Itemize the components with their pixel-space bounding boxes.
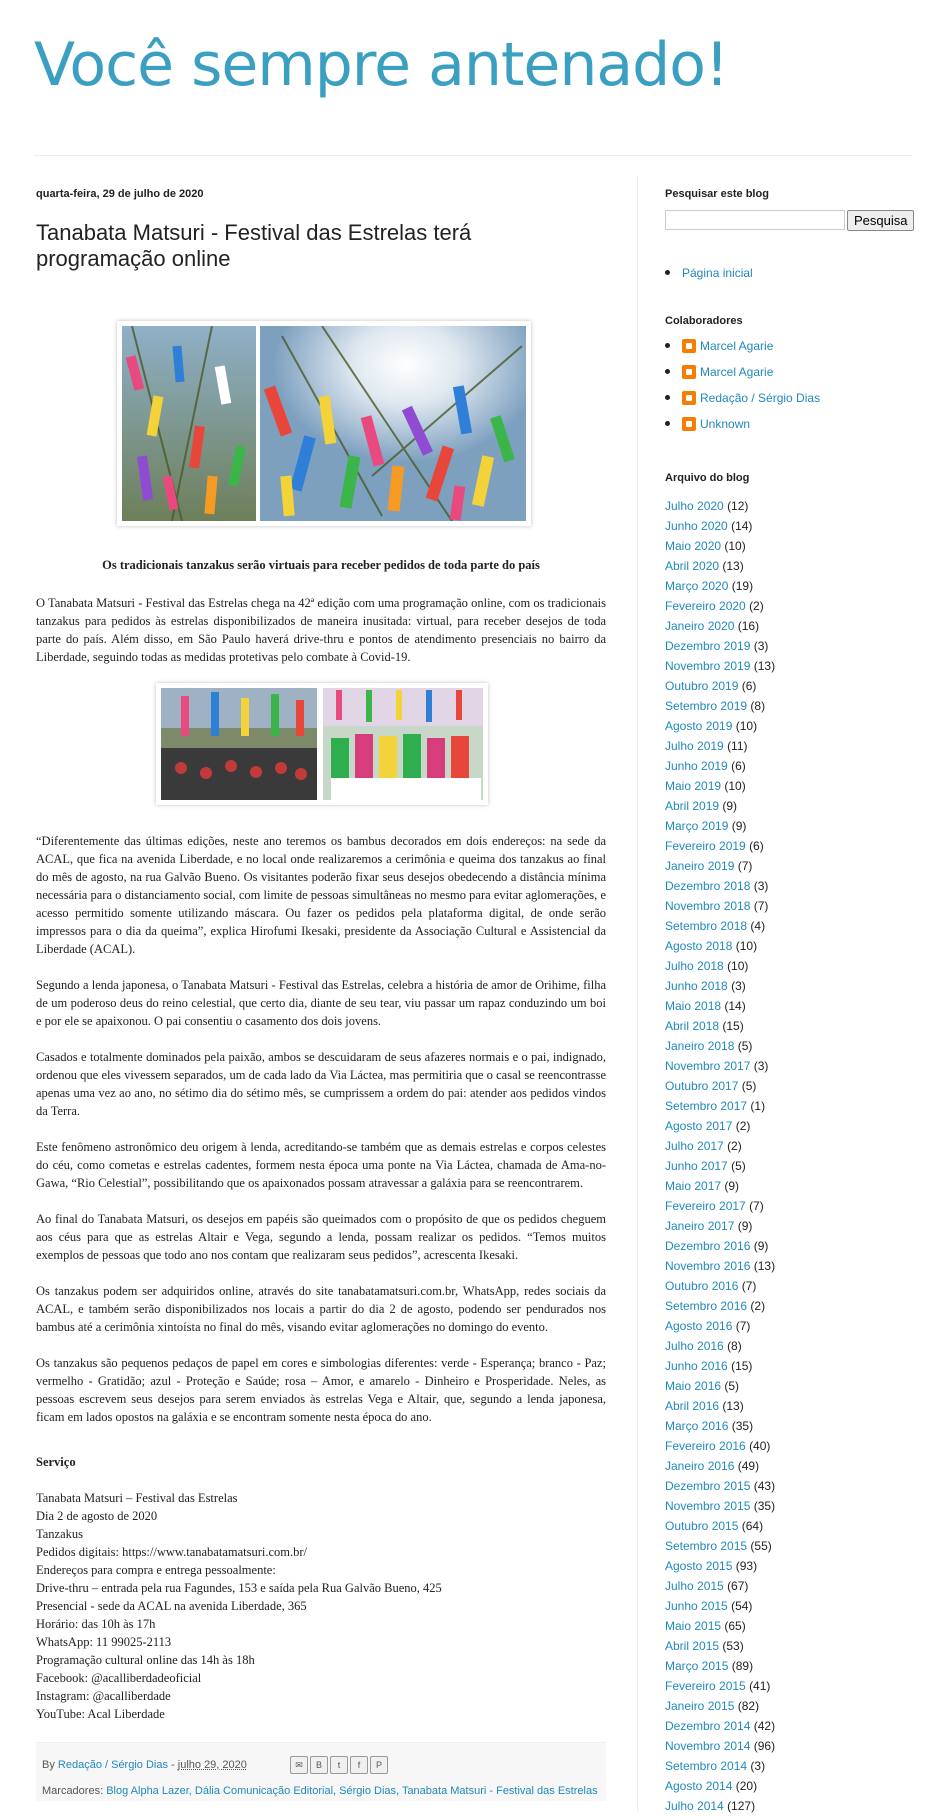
contributor-item[interactable] (665, 411, 820, 437)
archive-item[interactable] (665, 776, 775, 796)
header-divider (34, 155, 912, 156)
archive-item[interactable] (665, 1596, 775, 1616)
post-header (36, 180, 606, 272)
archive-month-link[interactable]: Setembro 2015 (665, 1539, 748, 1553)
archive-count: (13) (722, 1399, 744, 1413)
archive-month-link[interactable]: Fevereiro 2017 (665, 1199, 746, 1213)
archive-month-link[interactable]: Julho 2020 (665, 499, 724, 513)
archive-item[interactable] (665, 1576, 775, 1596)
service-line: Presencial - sede da ACAL na avenida Liberdade, 365 (36, 1599, 307, 1613)
archive-count: (11) (727, 739, 748, 753)
archive-month-link[interactable]: Outubro 2016 (665, 1279, 739, 1293)
archive-month-link[interactable]: Novembro 2014 (665, 1739, 751, 1753)
service-line: Drive-thru – entrada pela rua Fagundes, 153 e saída pela Rua Galvão Bueno, 425 (36, 1581, 442, 1595)
service-line: Tanabata Matsuri – Festival das Estrelas (36, 1491, 238, 1505)
archive-count: (41) (749, 1679, 771, 1693)
archive-month-link[interactable]: Dezembro 2015 (665, 1479, 751, 1493)
blogger-icon (682, 365, 696, 379)
post-image-tanzakus[interactable] (117, 321, 531, 526)
archive-item[interactable] (665, 1336, 775, 1356)
byline-separator: - (171, 1759, 175, 1771)
service-line: YouTube: Acal Liberdade (36, 1707, 165, 1721)
paragraph: Os tanzakus podem ser adquiridos online, através do site tanabatamatsuri.com.br, WhatsApp, redes sociais da ACAL, e também serão disponibilizados nos locais a partir do dia 2 de agosto, podendo ser pendurados nos bambus até a cerimônia xintoísta no final do mês, visando evitar aglomerações no domingo do evento. (36, 1284, 606, 1334)
archive-count: (9) (753, 1239, 769, 1253)
archive-item[interactable] (665, 1796, 775, 1816)
service-line: Facebook: @acalliberdadeoficial (36, 1671, 202, 1685)
archive-item[interactable] (665, 576, 775, 596)
archive-month-link[interactable]: Setembro 2014 (665, 1759, 748, 1773)
archive-item[interactable] (665, 1216, 775, 1236)
archive-count: (35) (753, 1499, 776, 1513)
archive-count: (13) (722, 559, 744, 573)
archive-count: (8) (750, 699, 766, 713)
archive-month-link[interactable]: Maio 2020 (665, 539, 722, 553)
archive-month-link[interactable]: Novembro 2017 (665, 1059, 751, 1073)
contributor-link[interactable]: Unknown (700, 417, 751, 431)
archive-month-link[interactable]: Agosto 2016 (665, 1319, 733, 1333)
twitter-share-icon[interactable]: t (330, 1756, 348, 1774)
blogger-icon (682, 391, 696, 405)
archive-item[interactable] (665, 1256, 775, 1276)
archive-item[interactable] (665, 1716, 775, 1736)
archive-count: (93) (735, 1559, 758, 1573)
archive-month-link[interactable]: Setembro 2018 (665, 919, 748, 933)
post-paragraph-intro (36, 594, 606, 684)
contributors-title: Colaboradores (665, 315, 743, 327)
archive-count: (5) (737, 1039, 753, 1053)
archive-month-link[interactable]: Julho 2018 (665, 959, 724, 973)
archive-item[interactable] (665, 896, 775, 916)
archive-item[interactable] (665, 676, 775, 696)
archive-item[interactable] (665, 756, 775, 776)
archive-month-link[interactable]: Janeiro 2015 (665, 1699, 735, 1713)
archive-count: (19) (731, 579, 754, 593)
archive-month-link[interactable]: Dezembro 2016 (665, 1239, 751, 1253)
pages-widget (665, 266, 753, 280)
archive-count: (3) (753, 879, 769, 893)
bullet-icon (665, 421, 670, 426)
contributor-item[interactable] (665, 385, 820, 411)
archive-count: (9) (724, 1179, 740, 1193)
archive-month-link[interactable]: Julho 2017 (665, 1139, 724, 1153)
search-widget-title: Pesquisar este blog (665, 188, 769, 200)
archive-count: (20) (735, 1779, 758, 1793)
bullet-icon (665, 369, 670, 374)
archive-item[interactable] (665, 1276, 775, 1296)
archive-item[interactable] (665, 1036, 775, 1056)
archive-month-link[interactable]: Janeiro 2016 (665, 1459, 735, 1473)
archive-item[interactable] (665, 516, 775, 536)
archive-month-link[interactable]: Setembro 2017 (665, 1099, 748, 1113)
email-share-icon[interactable]: ✉ (290, 1756, 308, 1774)
archive-count: (64) (741, 1519, 764, 1533)
archive-month-link[interactable]: Junho 2016 (665, 1359, 728, 1373)
service-line: Horário: das 10h às 17h (36, 1617, 156, 1631)
archive-item[interactable] (665, 996, 775, 1016)
paragraph: O Tanabata Matsuri - Festival das Estrelas chega na 42ª edição com uma programação online, com os tradicionais tanzakus para pedidos às estrelas disponibilizados de maneira inusitada: virtual, para receber desejos de toda parte do país. Além disso, em São Paulo haverá drive-thru e pontos de atendimento presenciais no bairro da Liberdade, seguindo todas as medidas protetivas pelo combate à Covid-19. (36, 596, 606, 664)
service-line: Programação cultural online das 14h às 18h (36, 1653, 255, 1667)
service-line: WhatsApp: 11 99025-2113 (36, 1635, 172, 1649)
archive-item[interactable] (665, 736, 775, 756)
archive-count: (42) (753, 1719, 776, 1733)
archive-item[interactable] (665, 1356, 775, 1376)
service-line: Instagram: @acalliberdade (36, 1689, 171, 1703)
archive-month-link[interactable]: Dezembro 2019 (665, 639, 751, 653)
archive-item[interactable] (665, 936, 775, 956)
blog-title[interactable]: Você sempre antenado! (34, 30, 728, 100)
archive-count: (2) (735, 1119, 751, 1133)
archive-item[interactable] (665, 1656, 775, 1676)
column-divider (637, 176, 638, 1812)
archive-item[interactable] (665, 1396, 775, 1416)
post-timestamp[interactable]: julho 29, 2020 (177, 1759, 247, 1771)
archive-count: (2) (749, 599, 764, 613)
archive-month-link[interactable]: Março 2016 (665, 1419, 729, 1433)
archive-count: (54) (731, 1599, 753, 1613)
archive-item[interactable] (665, 1516, 775, 1536)
archive-item[interactable] (665, 1236, 775, 1256)
contributors-widget (665, 315, 820, 437)
contributor-item[interactable] (665, 333, 820, 359)
archive-item[interactable] (665, 1476, 775, 1496)
archive-count: (127) (727, 1799, 756, 1813)
archive-count: (9) (737, 1219, 753, 1233)
archive-month-link[interactable]: Abril 2016 (665, 1399, 720, 1413)
archive-item[interactable] (665, 1736, 775, 1756)
archive-month-link[interactable]: Janeiro 2020 (665, 619, 735, 633)
blogthis-share-icon[interactable]: B (310, 1756, 328, 1774)
archive-count: (16) (737, 619, 760, 633)
archive-item[interactable] (665, 836, 775, 856)
archive-count: (9) (731, 819, 747, 833)
archive-month-link[interactable]: Junho 2020 (665, 519, 728, 533)
bullet-icon (665, 343, 670, 348)
archive-count: (3) (753, 1059, 769, 1073)
service-title: Serviço (36, 1455, 76, 1469)
archive-month-link[interactable]: Junho 2019 (665, 759, 728, 773)
archive-month-link[interactable]: Abril 2019 (665, 799, 720, 813)
archive-item[interactable] (665, 1176, 775, 1196)
archive-count: (96) (753, 1739, 776, 1753)
archive-item[interactable] (665, 1696, 775, 1716)
archive-month-link[interactable]: Outubro 2019 (665, 679, 739, 693)
archive-count: (3) (750, 1759, 766, 1773)
search-button[interactable]: Pesquisa (847, 210, 914, 231)
post-byline (42, 1759, 247, 1771)
archive-count: (82) (737, 1699, 760, 1713)
archive-item[interactable] (665, 1136, 775, 1156)
home-link[interactable]: Página inicial (682, 266, 753, 280)
archive-month-link[interactable]: Janeiro 2018 (665, 1039, 735, 1053)
archive-item[interactable] (665, 1316, 775, 1336)
archive-count: (67) (727, 1579, 749, 1593)
archive-month-link[interactable]: Fevereiro 2019 (665, 839, 746, 853)
archive-count: (10) (727, 959, 749, 973)
archive-count: (2) (727, 1139, 742, 1153)
archive-item[interactable] (665, 1096, 775, 1116)
archive-month-link[interactable]: Abril 2018 (665, 1019, 720, 1033)
archive-count: (5) (724, 1379, 740, 1393)
archive-month-link[interactable]: Agosto 2014 (665, 1779, 733, 1793)
archive-count: (1) (750, 1099, 766, 1113)
archive-item[interactable] (665, 1056, 775, 1076)
pinterest-share-icon[interactable]: P (370, 1756, 388, 1774)
archive-count: (6) (749, 839, 764, 853)
archive-count: (40) (749, 1439, 771, 1453)
image-caption: Os tradicionais tanzakus serão virtuais para receber pedidos de toda parte do país (102, 558, 540, 572)
archive-month-link[interactable]: Janeiro 2019 (665, 859, 735, 873)
archive-month-link[interactable]: Agosto 2017 (665, 1119, 733, 1133)
archive-month-link[interactable]: Fevereiro 2016 (665, 1439, 746, 1453)
archive-item[interactable] (665, 1776, 775, 1796)
archive-count: (5) (741, 1079, 757, 1093)
archive-month-link[interactable]: Fevereiro 2015 (665, 1679, 746, 1693)
archive-month-link[interactable]: Novembro 2015 (665, 1499, 751, 1513)
archive-month-link[interactable]: Março 2019 (665, 819, 729, 833)
archive-month-link[interactable]: Janeiro 2017 (665, 1219, 735, 1233)
archive-item[interactable] (665, 1076, 775, 1096)
archive-month-link[interactable]: Dezembro 2018 (665, 879, 751, 893)
post-labels (42, 1785, 598, 1797)
archive-count: (10) (724, 539, 746, 553)
archive-item[interactable] (665, 916, 775, 936)
archive-item[interactable] (665, 496, 775, 516)
bullet-icon (665, 395, 670, 400)
archive-item[interactable] (665, 636, 775, 656)
archive-item[interactable] (665, 1756, 775, 1776)
archive-month-link[interactable]: Julho 2019 (665, 739, 724, 753)
archive-month-link[interactable]: Outubro 2017 (665, 1079, 739, 1093)
paragraph: Casados e totalmente dominados pela paixão, ambos se descuidaram de seus afazeres normais e o pai, indignado, ordenou que eles vivessem separados, um de cada lado da Via Láctea, mas permitiria que o casal se reencontrasse apenas uma vez ao ano, no sétimo dia do sétimo mês, se cumprissem a ordem do pai: atender aos pedidos vindos da Terra. (36, 1050, 606, 1118)
archive-count: (5) (731, 1159, 746, 1173)
service-line: Dia 2 de agosto de 2020 (36, 1509, 158, 1523)
archive-item[interactable] (665, 1556, 775, 1576)
archive-item[interactable] (665, 856, 775, 876)
archive-count: (7) (749, 1199, 764, 1213)
blog-header (0, 0, 932, 158)
archive-month-link[interactable]: Julho 2016 (665, 1339, 724, 1353)
archive-month-link[interactable]: Novembro 2016 (665, 1259, 751, 1273)
archive-item[interactable] (665, 1636, 775, 1656)
archive-count: (10) (735, 939, 758, 953)
archive-item[interactable] (665, 1196, 775, 1216)
archive-item[interactable] (665, 1676, 775, 1696)
archive-count: (65) (724, 1619, 746, 1633)
archive-count: (13) (753, 1259, 776, 1273)
archive-count: (55) (750, 1539, 772, 1553)
archive-month-link[interactable]: Setembro 2016 (665, 1299, 748, 1313)
post-footer (36, 1742, 606, 1801)
archive-month-link[interactable]: Junho 2017 (665, 1159, 728, 1173)
archive-widget (665, 472, 776, 1813)
paragraph: “Diferentemente das últimas edições, neste ano teremos os bambus decorados em dois endereços: na sede da ACAL, que fica na avenida Liberdade, e no local onde realizaremos a cerimônia e queima dos tanzakus ao final do mês de agosto, na rua Galvão Bueno. Os visitantes poderão fixar seus desejos obedecendo a distância mínima necessária para o distanciamento social, com limite de pessoas simultâneas no mesmo para evitar aglomerações, e acesso permitido somente utilizando máscara. Ou fazer os pedidos pela plataforma digital, de onde serão impressos para o dia da queima”, explica Hirofumi Ikesaki, presidente da Associação Cultural e Assistencial da Liberdade (ACAL). (36, 834, 606, 956)
archive-month-link[interactable]: Novembro 2019 (665, 659, 751, 673)
archive-item[interactable] (665, 1456, 775, 1476)
archive-count: (4) (750, 919, 766, 933)
archive-count: (14) (731, 519, 753, 533)
archive-item[interactable] (665, 1016, 775, 1036)
post-title[interactable]: Tanabata Matsuri - Festival das Estrelas terá programação online (36, 220, 472, 271)
archive-month-link[interactable]: Agosto 2015 (665, 1559, 733, 1573)
archive-count: (3) (731, 979, 746, 993)
tanzakus-photo (122, 326, 526, 521)
archive-count: (15) (731, 1359, 753, 1373)
archive-count: (89) (731, 1659, 754, 1673)
facebook-share-icon[interactable]: f (350, 1756, 368, 1774)
archive-month-link[interactable]: Julho 2014 (665, 1799, 724, 1813)
paragraph: Os tanzakus são pequenos pedaços de papel em cores e simbologias diferentes: verde - Esperança; branco - Paz; vermelho - Gratidão; azul - Proteção e Saúde; rosa – Amor, e amarelo - Dinheiro e Prosperidade. Neles, as pessoas escrevem seus desejos para serem enviados às estrelas Vega e Altair, que, segundo a lenda japonesa, ficam em lados opostos na galáxia e se encontram somente nesta época do ano. (36, 1356, 606, 1424)
archive-month-link[interactable]: Março 2015 (665, 1659, 729, 1673)
share-buttons (290, 1756, 388, 1774)
archive-count: (10) (724, 779, 746, 793)
contributor-link[interactable]: Marcel Agarie (700, 339, 774, 353)
archive-count: (49) (737, 1459, 760, 1473)
archive-month-link[interactable]: Junho 2018 (665, 979, 728, 993)
search-input[interactable] (665, 210, 845, 230)
archive-month-link[interactable]: Maio 2018 (665, 999, 722, 1013)
labels-prefix: Marcadores: (42, 1785, 104, 1797)
archive-count: (3) (753, 639, 769, 653)
archive-count: (10) (735, 719, 758, 733)
archive-count: (12) (727, 499, 749, 513)
contributor-link[interactable]: Marcel Agarie (700, 365, 774, 379)
post-body (36, 832, 606, 1444)
archive-month-link[interactable]: Agosto 2018 (665, 939, 733, 953)
archive-item[interactable] (665, 796, 775, 816)
archive-item[interactable] (665, 656, 775, 676)
archive-item[interactable] (665, 1416, 775, 1436)
archive-item[interactable] (665, 1616, 775, 1636)
paragraph: Este fenômeno astronômico deu origem à lenda, acreditando-se também que as demais estrelas e corpos celestes do céu, como cometas e estrelas cadentes, formem nesta época uma ponte na Via Láctea, chamada de Ama-no-Gawa, “Rio Celestial”, possibilitando que os apaixonados possam atravessar a galáxia para se reencontrarem. (36, 1140, 606, 1190)
archive-item[interactable] (665, 1376, 775, 1396)
service-section (36, 1453, 606, 1723)
parade-photo (161, 688, 483, 800)
service-line: Tanzakus (36, 1527, 84, 1541)
archive-count: (35) (731, 1419, 754, 1433)
archive-month-link[interactable]: Setembro 2019 (665, 699, 748, 713)
blogger-icon (682, 339, 696, 353)
archive-count: (7) (753, 899, 769, 913)
post-date: quarta-feira, 29 de julho de 2020 (36, 188, 204, 200)
archive-item[interactable] (665, 876, 775, 896)
archive-count: (53) (722, 1639, 744, 1653)
archive-item[interactable] (665, 616, 775, 636)
paragraph: Segundo a lenda japonesa, o Tanabata Matsuri - Festival das Estrelas, celebra a história de amor de Orihime, filha de um poderoso deus do reino celestial, que certo dia, diante de seu tear, viu passar um rapaz conduzindo um boi e por ele se apaixonou. O pai consentiu o casamento dos dois jovens. (36, 978, 606, 1028)
archive-item[interactable] (665, 696, 775, 716)
archive-month-link[interactable]: Abril 2020 (665, 559, 720, 573)
archive-count: (6) (741, 679, 757, 693)
archive-count: (13) (753, 659, 776, 673)
service-line: Endereços para compra e entrega pessoalmente: (36, 1563, 276, 1577)
archive-month-link[interactable]: Abril 2015 (665, 1639, 720, 1653)
service-line: Pedidos digitais: https://www.tanabatamatsuri.com.br/ (36, 1545, 308, 1559)
archive-item[interactable] (665, 1496, 775, 1516)
labels-links[interactable]: Blog Alpha Lazer, Dália Comunicação Editorial, Sérgio Dias, Tanabata Matsuri - Festival das Estrelas (106, 1785, 598, 1797)
archive-month-link[interactable]: Maio 2019 (665, 779, 722, 793)
archive-month-link[interactable]: Março 2020 (665, 579, 729, 593)
archive-item[interactable] (665, 716, 775, 736)
author-link[interactable]: Redação / Sérgio Dias (57, 1759, 168, 1771)
archive-month-link[interactable]: Maio 2016 (665, 1379, 722, 1393)
archive-month-link[interactable]: Maio 2015 (665, 1619, 722, 1633)
contributor-item[interactable] (665, 359, 820, 385)
byline-prefix: By (42, 1759, 55, 1771)
archive-item[interactable] (665, 596, 775, 616)
archive-count: (14) (724, 999, 746, 1013)
archive-month-link[interactable]: Fevereiro 2020 (665, 599, 746, 613)
archive-count: (15) (722, 1019, 744, 1033)
archive-month-link[interactable]: Dezembro 2014 (665, 1719, 751, 1733)
archive-count: (2) (750, 1299, 766, 1313)
archive-month-link[interactable]: Outubro 2015 (665, 1519, 739, 1533)
archive-count: (43) (753, 1479, 776, 1493)
archive-count: (9) (722, 799, 738, 813)
post-image-parade[interactable] (156, 683, 488, 805)
bullet-icon (665, 270, 670, 275)
archive-item[interactable] (665, 556, 775, 576)
contributor-link[interactable]: Redação / Sérgio Dias (700, 391, 821, 405)
archive-month-link[interactable]: Maio 2017 (665, 1179, 722, 1193)
archive-item[interactable] (665, 1436, 775, 1456)
archive-count: (7) (741, 1279, 757, 1293)
archive-item[interactable] (665, 1156, 775, 1176)
archive-month-link[interactable]: Julho 2015 (665, 1579, 724, 1593)
archive-item[interactable] (665, 816, 775, 836)
archive-item[interactable] (665, 976, 775, 996)
archive-item[interactable] (665, 1116, 775, 1136)
archive-item[interactable] (665, 1296, 775, 1316)
archive-item[interactable] (665, 1536, 775, 1556)
archive-month-link[interactable]: Junho 2015 (665, 1599, 728, 1613)
archive-item[interactable] (665, 956, 775, 976)
archive-item[interactable] (665, 536, 775, 556)
paragraph: Ao final do Tanabata Matsuri, os desejos em papéis são queimados com o propósito de que os pedidos cheguem aos céus para que as estrelas Altair e Vega, segundo a lenda, possam realizar os pedidos. “Temos muitos exemplos de pessoas que todo ano nos contam que realizaram seus pedidos”, acrescenta Ikesaki. (36, 1212, 606, 1262)
archive-count: (7) (737, 859, 753, 873)
archive-list (665, 496, 775, 1816)
archive-month-link[interactable]: Novembro 2018 (665, 899, 751, 913)
search-widget (665, 210, 914, 231)
archive-month-link[interactable]: Agosto 2019 (665, 719, 733, 733)
archive-count: (8) (727, 1339, 742, 1353)
archive-title: Arquivo do blog (665, 472, 750, 484)
archive-count: (6) (731, 759, 746, 773)
archive-count: (7) (735, 1319, 751, 1333)
blogger-icon (682, 417, 696, 431)
